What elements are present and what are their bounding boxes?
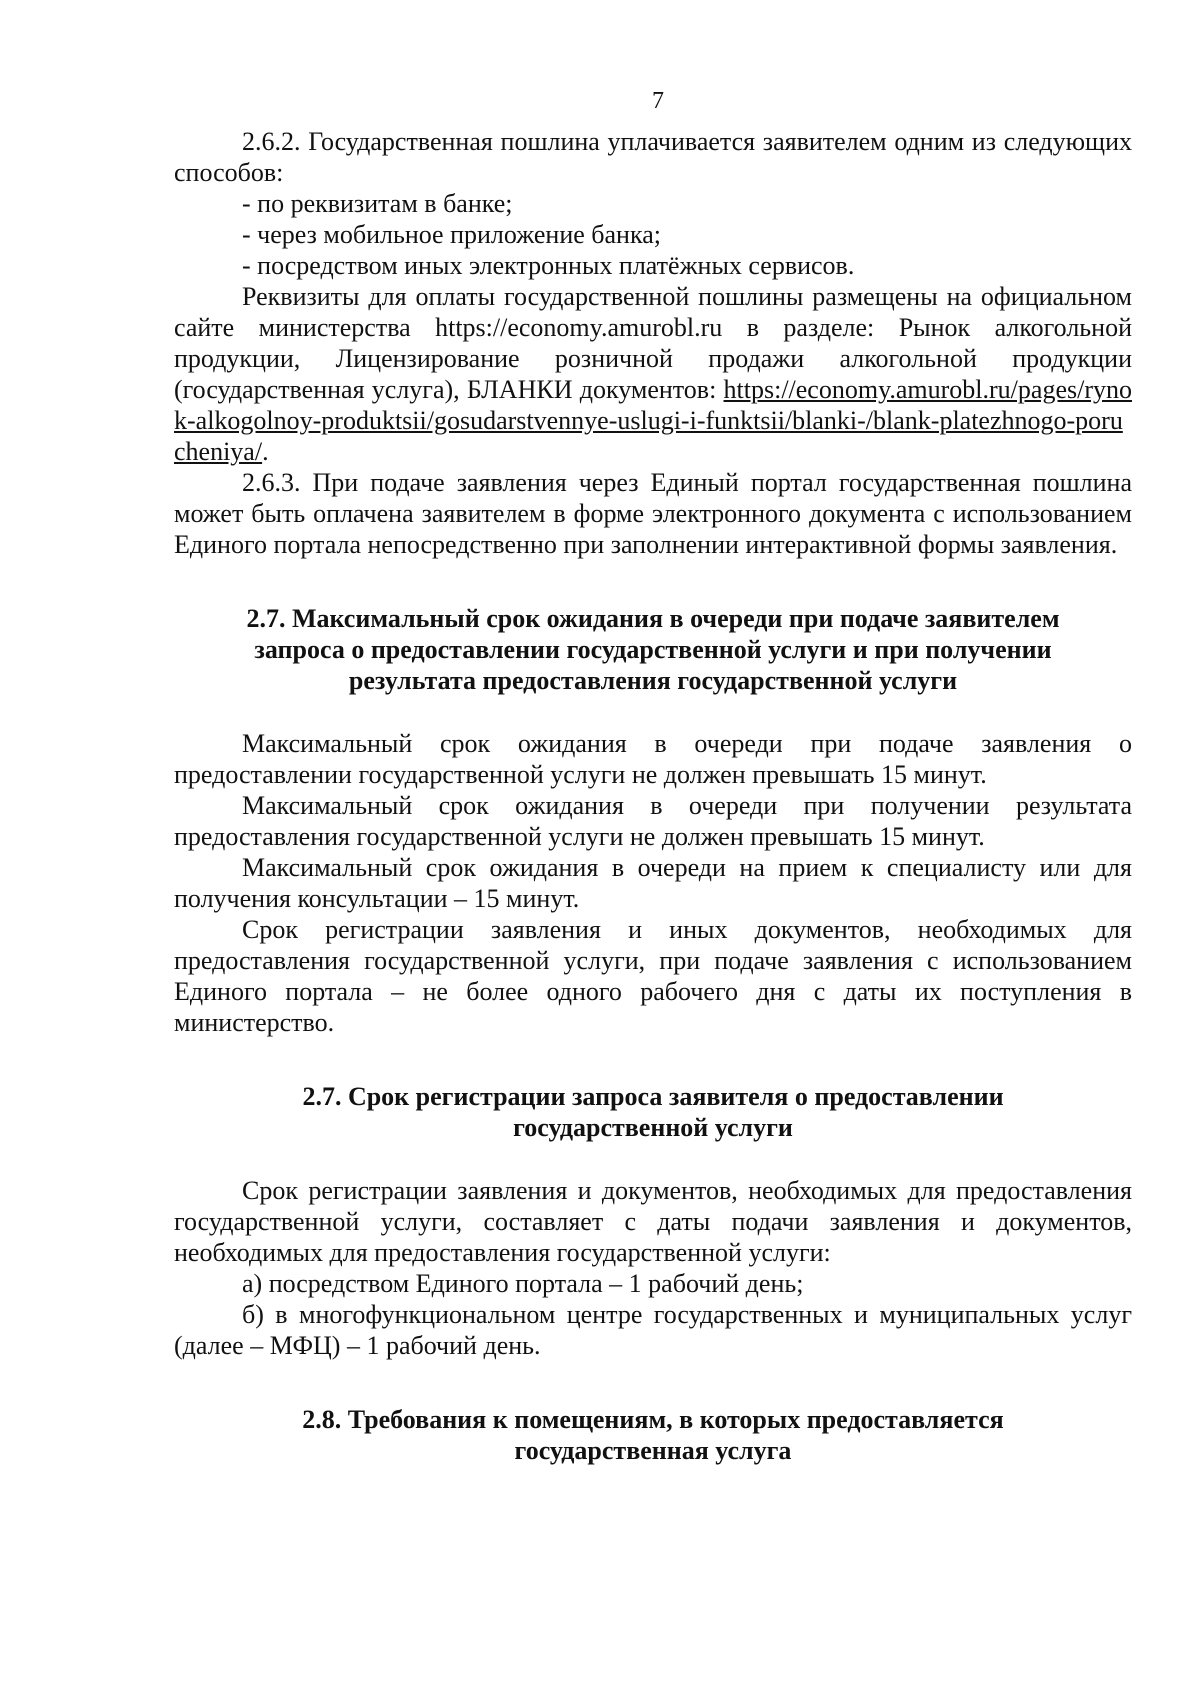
paragraph-requisites: [174, 281, 1132, 467]
heading-2-7-registration: 2.7. Срок регистрации запроса заявителя о предоставлении государственной услуги: [302, 1082, 1004, 1142]
paragraph-registration-term: Срок регистрации заявления и документов, необходимых для предоставления государственной услуги, составляет с даты подачи заявления и документов, необходимых для предоставления государственной услуги:: [174, 1176, 1132, 1267]
heading-2-8-premises: 2.8. Требования к помещениям, в которых предоставляется государственная услуга: [302, 1405, 1004, 1465]
spacer: [174, 1361, 1132, 1404]
document-body: [174, 126, 1132, 1466]
paragraph-max-wait-result: Максимальный срок ожидания в очереди при получении результата предоставления государственной услуги не должен превышать 15 минут.: [174, 791, 1132, 851]
spacer: [174, 1143, 1132, 1175]
payment-method-electronic-services: - посредством иных электронных платёжных сервисов.: [242, 251, 855, 280]
paragraph-registration-portal-term: а) посредством Единого портала – 1 рабочий день;: [242, 1269, 804, 1298]
heading-2-7-max-wait: 2.7. Максимальный срок ожидания в очереди при подаче заявителем запроса о предоставлении государственной услуги и при получении результата предоставления государственной услуги: [246, 604, 1060, 695]
payment-method-bank: - по реквизитам в банке;: [242, 189, 513, 218]
paragraph-max-wait-submit: Максимальный срок ожидания в очереди при подаче заявления о предоставлении государственной услуги не должен превышать 15 минут.: [174, 729, 1132, 789]
spacer: [174, 1038, 1132, 1081]
spacer: [174, 560, 1132, 603]
spacer: [174, 696, 1132, 728]
paragraph-2-6-3: 2.6.3. При подаче заявления через Единый портал государственная пошлина может быть оплачена заявителем в форме электронного документа с использованием Единого портала непосредственно при заполнении интерактивной формы заявления.: [174, 468, 1132, 559]
paragraph-max-wait-consultation: Максимальный срок ожидания в очереди на прием к специалисту или для получения консультации – 15 минут.: [174, 853, 1132, 913]
requisites-link[interactable]: https://economy.amurobl.ru/pages/rynok-alkogolnoy-produktsii/gosudarstvennye-uslugi-i-funktsii/blanki-/blank-platezhnogo-porucheniya/: [174, 375, 1132, 466]
payment-method-mobile-app: - через мобильное приложение банка;: [242, 220, 661, 249]
requisites-text: Реквизиты для оплаты государственной пошлины размещены на официальном сайте министерства https://economy.amurobl.ru в разделе: Рынок алкогольной продукции, Лицензирование розничной продажи алкогольной продукции (государственная услуга), БЛАНКИ документов:: [174, 282, 1132, 404]
paragraph-registration-mfc-term: б) в многофункциональном центре государственных и муниципальных услуг (далее – МФЦ) – 1 рабочий день.: [174, 1300, 1132, 1360]
paragraph-registration-portal: Срок регистрации заявления и иных документов, необходимых для предоставления государственной услуги, при подаче заявления с использованием Единого портала – не более одного рабочего дня с даты их поступления в министерство.: [174, 915, 1132, 1037]
page-number: 7: [652, 88, 664, 114]
requisites-end: .: [262, 437, 269, 466]
paragraph-2-6-2-intro: 2.6.2. Государственная пошлина уплачивается заявителем одним из следующих способов:: [174, 127, 1132, 187]
